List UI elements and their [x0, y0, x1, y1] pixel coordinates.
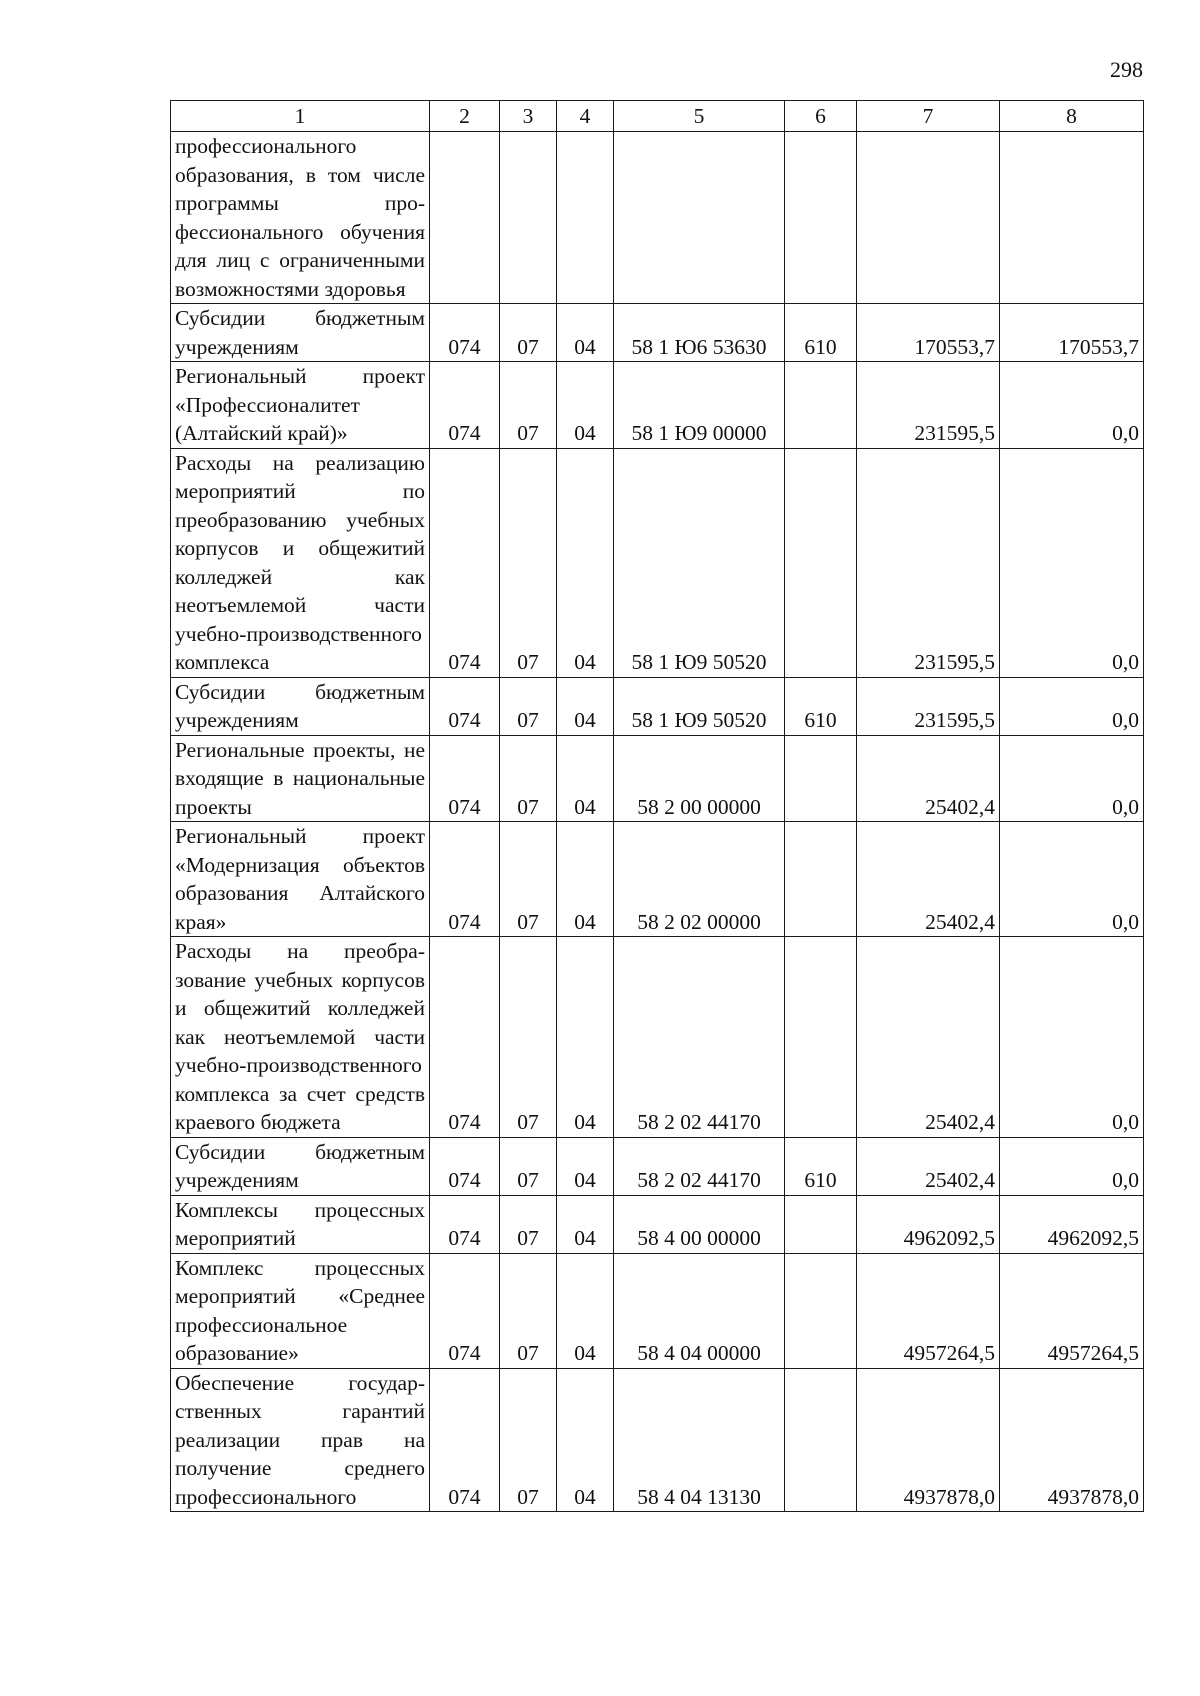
table-cell: 25402,4	[857, 1137, 1000, 1195]
table-cell: 074	[430, 1253, 500, 1368]
column-header: 6	[785, 101, 857, 132]
table-cell: 4962092,5	[1000, 1195, 1144, 1253]
table-cell	[785, 1253, 857, 1368]
table-cell: 074	[430, 1137, 500, 1195]
table-row	[171, 1253, 1144, 1368]
table-cell: 0,0	[1000, 735, 1144, 822]
table-row	[171, 1368, 1144, 1512]
table-cell	[785, 735, 857, 822]
table-cell: 0,0	[1000, 937, 1144, 1138]
table-cell: 25402,4	[857, 735, 1000, 822]
table-cell: 170553,7	[1000, 304, 1144, 362]
table-cell: 4937878,0	[857, 1368, 1000, 1512]
table-cell	[785, 132, 857, 304]
table-cell: 07	[500, 1253, 557, 1368]
table-cell: 4937878,0	[1000, 1368, 1144, 1512]
table-cell: 4962092,5	[857, 1195, 1000, 1253]
table-cell: 04	[557, 1253, 614, 1368]
table-cell: 58 2 00 00000	[614, 735, 785, 822]
table-cell: 04	[557, 1195, 614, 1253]
table-cell: 04	[557, 448, 614, 677]
row-label-cell: профессионального образования, в том числе программы профессионального обучения для лиц с ограниченными возможностями здоровья	[171, 132, 430, 304]
row-label-cell: Региональный проект «Модернизация объектов образования Алтайского края»	[171, 822, 430, 937]
table-cell: 231595,5	[857, 362, 1000, 449]
table-cell: 58 4 04 13130	[614, 1368, 785, 1512]
table-cell: 04	[557, 677, 614, 735]
row-label-cell: Обеспечение государственных гарантий реализации прав на получение среднего профессионального	[171, 1368, 430, 1512]
column-header: 7	[857, 101, 1000, 132]
row-label-cell: Субсидии бюджетным учреждениям	[171, 677, 430, 735]
table-cell: 04	[557, 735, 614, 822]
table-cell: 58 1 Ю9 00000	[614, 362, 785, 449]
table-cell: 07	[500, 304, 557, 362]
table-cell	[500, 132, 557, 304]
table-cell: 07	[500, 937, 557, 1138]
table-cell: 07	[500, 677, 557, 735]
table-cell: 610	[785, 677, 857, 735]
row-label-cell: Расходы на реализацию мероприятий по преобразованию учебных корпусов и общежитий колледжей как неотъемлемой части учебно-производственного комплекса	[171, 448, 430, 677]
table-cell: 0,0	[1000, 362, 1144, 449]
table-cell: 0,0	[1000, 822, 1144, 937]
column-header: 2	[430, 101, 500, 132]
table-cell: 58 4 00 00000	[614, 1195, 785, 1253]
table-row	[171, 1137, 1144, 1195]
table-cell	[785, 362, 857, 449]
table-cell: 58 4 04 00000	[614, 1253, 785, 1368]
table-cell	[785, 1368, 857, 1512]
table-cell: 58 1 Ю6 53630	[614, 304, 785, 362]
table-row	[171, 132, 1144, 304]
table-cell	[785, 937, 857, 1138]
table-cell: 4957264,5	[857, 1253, 1000, 1368]
table-cell: 074	[430, 1195, 500, 1253]
table-cell: 074	[430, 937, 500, 1138]
table-row	[171, 677, 1144, 735]
column-header: 4	[557, 101, 614, 132]
table-cell	[430, 132, 500, 304]
row-label-cell: Комплексы процессных мероприятий	[171, 1195, 430, 1253]
table-cell: 25402,4	[857, 937, 1000, 1138]
table-row	[171, 304, 1144, 362]
table-cell: 074	[430, 448, 500, 677]
table-cell: 610	[785, 304, 857, 362]
table-cell: 0,0	[1000, 677, 1144, 735]
table-cell: 610	[785, 1137, 857, 1195]
table-cell: 25402,4	[857, 822, 1000, 937]
table-cell: 07	[500, 1368, 557, 1512]
row-label-cell: Региональный проект «Профессионалитет (Алтайский край)»	[171, 362, 430, 449]
table-cell: 074	[430, 677, 500, 735]
row-label-cell: Расходы на преобразование учебных корпусов и общежитий колледжей как неотъемлемой части учебно-производственного комплекса за счет средств краевого бюджета	[171, 937, 430, 1138]
table-cell: 04	[557, 304, 614, 362]
table-cell: 07	[500, 362, 557, 449]
table-cell: 074	[430, 362, 500, 449]
table-row	[171, 1195, 1144, 1253]
table-cell	[785, 448, 857, 677]
table-cell: 4957264,5	[1000, 1253, 1144, 1368]
table-cell: 04	[557, 1137, 614, 1195]
table-cell: 231595,5	[857, 677, 1000, 735]
table-cell: 0,0	[1000, 1137, 1144, 1195]
table-cell	[785, 822, 857, 937]
row-label-cell: Комплекс процессных мероприятий «Среднее профессиональное образование»	[171, 1253, 430, 1368]
table-cell: 58 2 02 44170	[614, 937, 785, 1138]
table-cell	[785, 1195, 857, 1253]
table-cell: 170553,7	[857, 304, 1000, 362]
table-row	[171, 822, 1144, 937]
column-header: 8	[1000, 101, 1144, 132]
column-header: 1	[171, 101, 430, 132]
table-cell: 231595,5	[857, 448, 1000, 677]
row-label-cell: Субсидии бюджетным учреждениям	[171, 1137, 430, 1195]
budget-table	[170, 100, 1144, 1512]
table-row	[171, 937, 1144, 1138]
table-cell: 58 1 Ю9 50520	[614, 448, 785, 677]
table-cell: 07	[500, 735, 557, 822]
table-cell: 07	[500, 1195, 557, 1253]
table-row	[171, 735, 1144, 822]
table-cell: 074	[430, 735, 500, 822]
table-cell: 07	[500, 1137, 557, 1195]
table-cell: 074	[430, 1368, 500, 1512]
table-cell: 07	[500, 822, 557, 937]
table-cell: 04	[557, 822, 614, 937]
column-header: 3	[500, 101, 557, 132]
table-cell	[857, 132, 1000, 304]
table-cell: 04	[557, 937, 614, 1138]
table-cell	[1000, 132, 1144, 304]
column-header: 5	[614, 101, 785, 132]
row-label-cell: Региональные проекты, не входящие в национальные проекты	[171, 735, 430, 822]
table-cell: 58 2 02 00000	[614, 822, 785, 937]
table-cell	[614, 132, 785, 304]
page-number: 298	[1110, 57, 1143, 82]
table-cell: 58 2 02 44170	[614, 1137, 785, 1195]
table-cell	[557, 132, 614, 304]
table-row	[171, 362, 1144, 449]
table-cell: 04	[557, 362, 614, 449]
row-label-cell: Субсидии бюджетным учреждениям	[171, 304, 430, 362]
table-cell: 074	[430, 304, 500, 362]
table-cell: 58 1 Ю9 50520	[614, 677, 785, 735]
table-cell: 074	[430, 822, 500, 937]
table-cell: 04	[557, 1368, 614, 1512]
table-cell: 07	[500, 448, 557, 677]
table-cell: 0,0	[1000, 448, 1144, 677]
table-row	[171, 448, 1144, 677]
column-header-row	[171, 101, 1144, 132]
